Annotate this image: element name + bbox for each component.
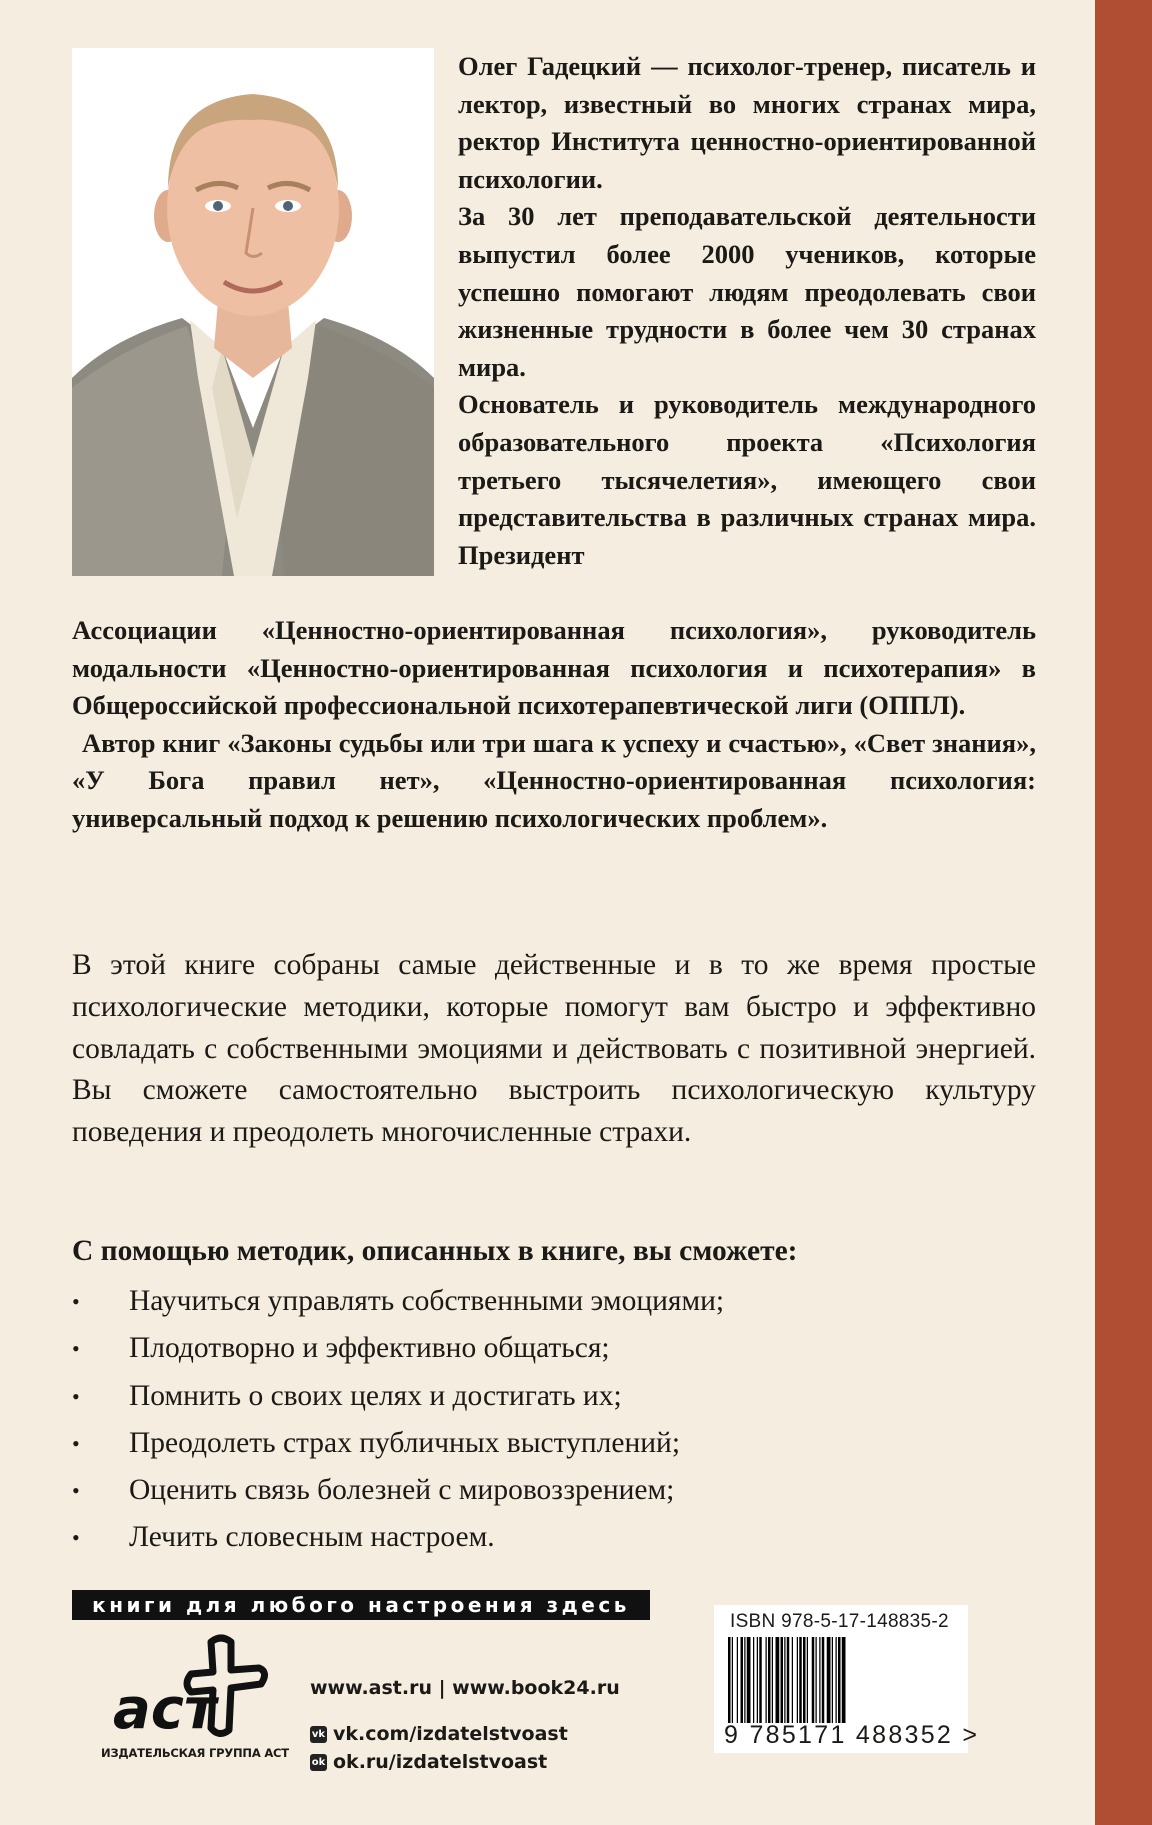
book-spine <box>1095 0 1152 1825</box>
list-heading: С помощью методик, описанных в книге, вы сможете: <box>72 1235 798 1267</box>
tagline-banner: книги для любого настроения здесь <box>72 1590 650 1620</box>
back-cover <box>72 48 1036 908</box>
list-item: • Лечить словесным настроем. <box>72 1514 1036 1561</box>
author-block <box>72 48 1036 908</box>
bullet-icon: • <box>72 1383 80 1409</box>
isbn-block <box>714 1605 980 1753</box>
bio-paragraph-intro: Олег Гадецкий — психолог-тренер, писатель и лектор, известный во многих странах мира, ректор Института ценностно-ориентированной психологии. <box>458 51 1036 194</box>
bullet-icon: • <box>72 1525 80 1551</box>
list-item: • Преодолеть страх публичных выступлений; <box>72 1420 1036 1467</box>
author-portrait-icon <box>72 48 434 576</box>
barcode-digits: 9 785171 488352 > <box>724 1721 980 1749</box>
bullet-icon: • <box>72 1478 80 1504</box>
bio-paragraph-experience: За 30 лет преподавательской деятельности выпустил более 2000 учеников, которые успешно помогают людям преодолевать свои жизненные трудности в более чем 30 странах мира. <box>458 201 1036 382</box>
skills-list <box>72 1278 1036 1562</box>
author-photo <box>72 48 434 576</box>
list-item: • Научиться управлять собственными эмоциями; <box>72 1278 1036 1325</box>
vk-link[interactable]: vk vk.com/izdatelstvoast <box>311 1723 568 1745</box>
bio-paragraph-books: Автор книг «Законы судьбы или три шага к успеху и счастью», «Свет знания», «У Бога правил нет», «Ценностно-ориентированная психология: универсальный подход к решению психологических проблем». <box>72 727 1036 833</box>
barcode-icon <box>728 1637 954 1723</box>
bullet-icon: • <box>72 1430 80 1456</box>
logo-text: аст <box>113 1677 217 1742</box>
bullet-icon: • <box>72 1289 80 1314</box>
publisher-links <box>310 1672 650 1776</box>
author-bio-side <box>458 48 1036 574</box>
ok-icon: ok <box>310 1754 327 1771</box>
author-bio-full <box>72 612 1036 838</box>
isbn-label: ISBN 978-5-17-148835-2 <box>730 1611 949 1632</box>
bullet-icon: • <box>72 1336 80 1362</box>
ok-link[interactable]: ok ok.ru/izdatelstvoast <box>311 1751 548 1773</box>
vk-icon: vk <box>310 1726 327 1743</box>
book-description: В этой книге собраны самые действенные и в то же время простые психологические методики, которые помогут вам быстро и эффективно совладать с собственными эмоциями и действовать с позитивной энергией. Вы сможете самостоятельно выстроить психологическую культуру поведения и преодолеть многочисленные страхи. <box>72 949 1036 1149</box>
bio-paragraph-association: Ассоциации «Ценностно-ориентированная психология», руководитель модальности «Ценностно-ориентированная психология и психотерапия» в Общероссийской профессиональной психотерапевтической лиги (ОППЛ). <box>72 615 1036 721</box>
website-links[interactable]: www.ast.ru | www.book24.ru <box>310 1677 620 1699</box>
list-item: • Плодотворно и эффективно общаться; <box>72 1325 1036 1372</box>
publisher-caption: ИЗДАТЕЛЬСКАЯ ГРУППА АСТ <box>101 1746 289 1760</box>
bio-paragraph-founder: Основатель и руководитель международного образовательного проекта «Психология третьего тысячелетия», имеющего свои представительства в различных странах мира. Президент <box>458 389 1036 570</box>
list-item: • Оценить связь болезней с мировоззрением; <box>72 1467 1036 1514</box>
list-item: • Помнить о своих целях и достигать их; <box>72 1373 1036 1420</box>
